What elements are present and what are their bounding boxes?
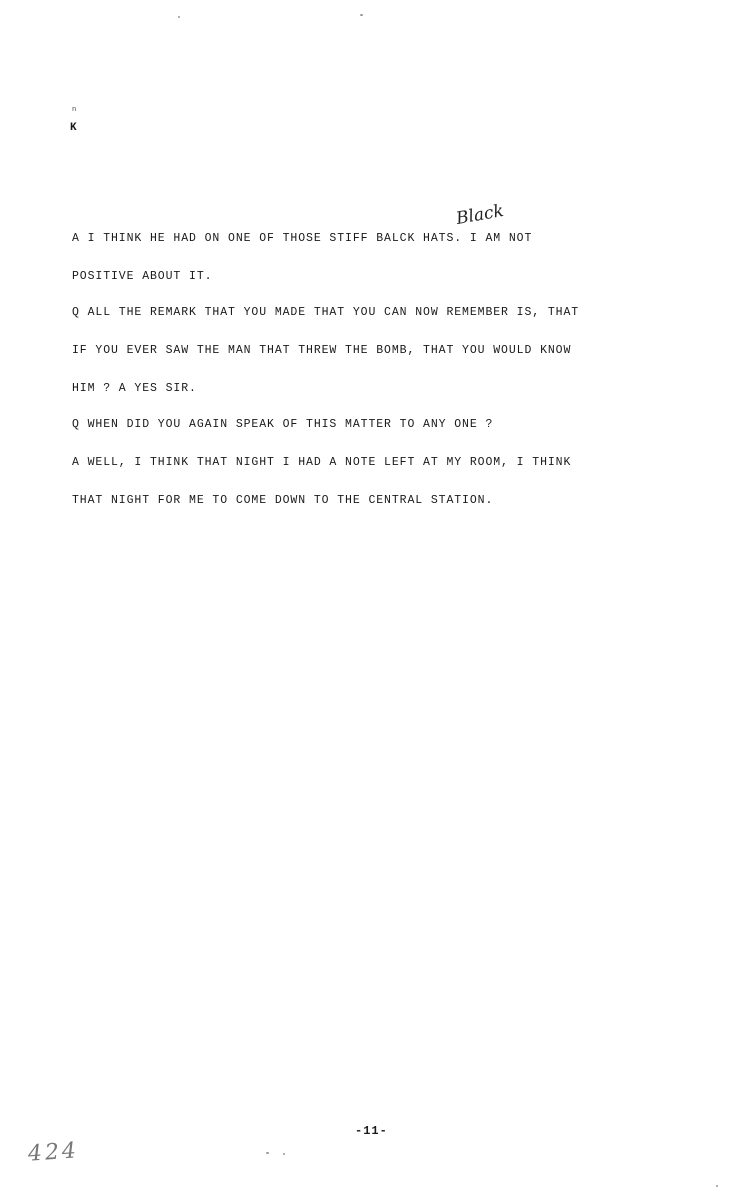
paper-speck	[283, 1153, 285, 1155]
paper-speck	[360, 14, 363, 16]
margin-note: n	[72, 106, 77, 114]
transcript-line: THAT NIGHT FOR ME TO COME DOWN TO THE CENTRAL STATION.	[72, 494, 494, 507]
handwritten-correction: Black	[454, 200, 506, 230]
transcript-line: IF YOU EVER SAW THE MAN THAT THREW THE BOMB, THAT YOU WOULD KNOW	[72, 344, 572, 357]
transcript-line: POSITIVE ABOUT IT.	[72, 270, 213, 283]
transcript-line: HIM ? A YES SIR.	[72, 382, 197, 395]
paper-speck	[178, 16, 180, 18]
page-number: -11-	[355, 1124, 388, 1138]
archive-number: 424	[27, 1138, 80, 1167]
paper-speck	[266, 1152, 269, 1154]
transcript-line: A I THINK HE HAD ON ONE OF THOSE STIFF BALCK HATS. I AM NOT	[72, 232, 533, 245]
transcript-line: A WELL, I THINK THAT NIGHT I HAD A NOTE LEFT AT MY ROOM, I THINK	[72, 456, 572, 469]
transcript-line: Q ALL THE REMARK THAT YOU MADE THAT YOU CAN NOW REMEMBER IS, THAT	[72, 306, 580, 319]
transcript-line: Q WHEN DID YOU AGAIN SPEAK OF THIS MATTER TO ANY ONE ?	[72, 418, 494, 431]
paper-speck	[716, 1185, 718, 1187]
margin-mark: K	[70, 122, 77, 134]
